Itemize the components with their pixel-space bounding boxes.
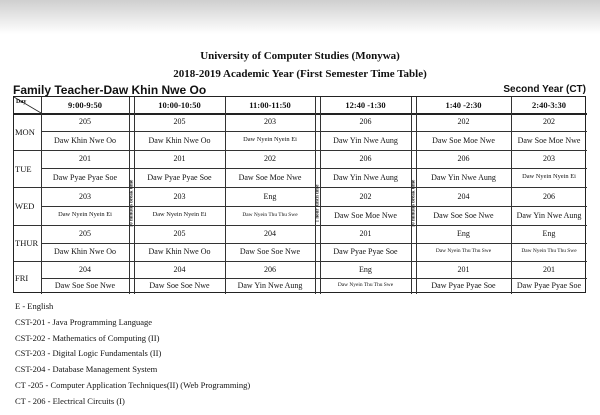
room-cell: 202 [543, 117, 555, 126]
teacher-cell: Daw Soe Moe Nwe [334, 210, 397, 220]
teacher-cell: Daw Khin Nwe Oo [148, 135, 211, 145]
teacher-cell: Daw Pyae Pyae Soe [333, 247, 398, 256]
time-header-2: 10:00-10:50 [158, 100, 201, 110]
time-header-6: 2:40-3:30 [532, 100, 566, 110]
teacher-cell: Daw Soe Moe Nwe [432, 135, 495, 145]
time-header-1: 9:00-9:50 [68, 100, 102, 110]
teacher-cell: Daw Pyae Pyae Soe [516, 281, 582, 290]
room-cell: 203 [79, 191, 91, 201]
room-cell: 206 [543, 191, 555, 201]
legend-item: CST-202 - Mathematics of Computing (II) [15, 332, 160, 343]
legend-item: CT -205 - Computer Application Techniques(II) (Web Programming) [15, 380, 251, 390]
legend-item: E - English [15, 301, 54, 311]
class-label: Second Year (CT) [503, 84, 586, 95]
room-cell: 201 [79, 154, 91, 163]
document-title: University of Computer Studies (Monywa) [200, 50, 400, 62]
teacher-cell: Daw Yin Nwe Aung [333, 135, 398, 145]
room-cell: 205 [79, 117, 91, 126]
top-shading [0, 0, 600, 34]
family-teacher-label: Family Teacher-Daw Khin Nwe Oo [13, 83, 207, 97]
teacher-cell: Daw Nyein Thu Thu Swe [521, 248, 577, 255]
teacher-cell: Daw Khin Nwe Oo [54, 247, 116, 256]
time-header-5: 1:40 -2:30 [445, 100, 482, 110]
teacher-cell: Daw Khin Nwe Oo [148, 247, 211, 256]
room-cell: 206 [457, 154, 470, 163]
break-label: 1 hour lunch time [315, 184, 320, 223]
teacher-cell: Daw Khin Nwe Oo [54, 135, 116, 145]
break-label: 10 minutes break time [411, 179, 416, 228]
room-cell: 205 [79, 229, 91, 238]
teacher-cell: Daw Nyein Nyein Ei [243, 136, 297, 144]
day-label-fri: FRI [15, 272, 29, 283]
room-cell: 201 [173, 154, 186, 163]
room-cell: Eng [263, 191, 277, 201]
teacher-cell: Daw Soe Soe Nwe [54, 281, 116, 290]
day-label-thur: THUR [15, 238, 39, 248]
teacher-cell: Daw Nyein Nyein Ei [58, 211, 112, 219]
teacher-cell: Daw Pyae Pyae Soe [147, 172, 212, 182]
teacher-cell: Daw Yin Nwe Aung [516, 210, 582, 220]
corner-day-cell [14, 97, 41, 113]
legend-item: CST-201 - Java Programming Language [15, 316, 153, 327]
teacher-cell: Daw Nyein Thu Thu Swe [435, 248, 492, 255]
teacher-cell: Daw Nyein Thu Thu Swe [242, 211, 298, 218]
time-header-4: 12:40 -1:30 [345, 100, 386, 110]
legend-item: CST-203 - Digital Logic Fundamentals (II) [15, 348, 162, 359]
teacher-cell: Daw Nyein Nyein Ei [522, 173, 576, 181]
day-label-wed: WED [15, 201, 35, 211]
teacher-cell: Daw Soe Moe Nwe [238, 172, 302, 182]
teacher-cell: Daw Yin Nwe Aung [431, 172, 496, 182]
room-cell: 203 [264, 117, 276, 126]
time-header-3: 11:00-11:50 [249, 100, 291, 110]
timetable-grid [13, 96, 586, 293]
teacher-cell: Daw Yin Nwe Aung [237, 281, 303, 290]
room-cell: 201 [457, 264, 470, 274]
legend-item: CST-204 - Database Management System [15, 364, 158, 375]
teacher-cell: Daw Soe Soe Nwe [433, 210, 494, 220]
room-cell: 203 [173, 191, 186, 201]
room-cell: 202 [457, 117, 470, 126]
legend-item: CT - 206 - Electrical Circuits (I) [15, 395, 125, 406]
room-cell: 206 [359, 154, 372, 163]
teacher-cell: Daw Soe Moe Nwe [517, 135, 581, 145]
teacher-cell: Daw Nyein Thu Thu Swe [337, 282, 394, 289]
room-cell: Eng [542, 229, 556, 238]
room-cell: 204 [173, 264, 186, 274]
room-cell: 204 [457, 191, 470, 201]
room-cell: 205 [173, 229, 186, 238]
teacher-cell: Daw Pyae Pyae Soe [52, 172, 118, 182]
room-cell: 202 [359, 191, 372, 201]
teacher-cell: Daw Nyein Nyein Ei [152, 211, 207, 219]
teacher-cell: Daw Pyae Pyae Soe [431, 281, 496, 290]
teacher-cell: Daw Soe Soe Nwe [149, 281, 210, 290]
room-cell: 204 [79, 264, 91, 274]
break-label: 10 minutes break time [129, 179, 134, 228]
teacher-cell: Daw Soe Soe Nwe [239, 247, 301, 256]
teacher-cell: Daw Yin Nwe Aung [333, 172, 398, 182]
room-cell: Eng [359, 264, 372, 274]
document-subtitle: 2018-2019 Academic Year (First Semester Time Table) [173, 68, 427, 80]
room-cell: 203 [543, 154, 555, 163]
room-cell: 201 [543, 264, 555, 274]
room-cell: 206 [264, 264, 276, 274]
day-label-tue: TUE [15, 163, 32, 174]
day-label-mon: MON [15, 126, 35, 137]
corner-day-label: Day [16, 99, 27, 105]
room-cell: 202 [264, 154, 276, 163]
room-cell: 206 [359, 117, 372, 126]
room-cell: 205 [173, 117, 186, 126]
room-cell: Eng [457, 229, 470, 238]
room-cell: 204 [264, 229, 276, 238]
room-cell: 201 [359, 229, 372, 238]
